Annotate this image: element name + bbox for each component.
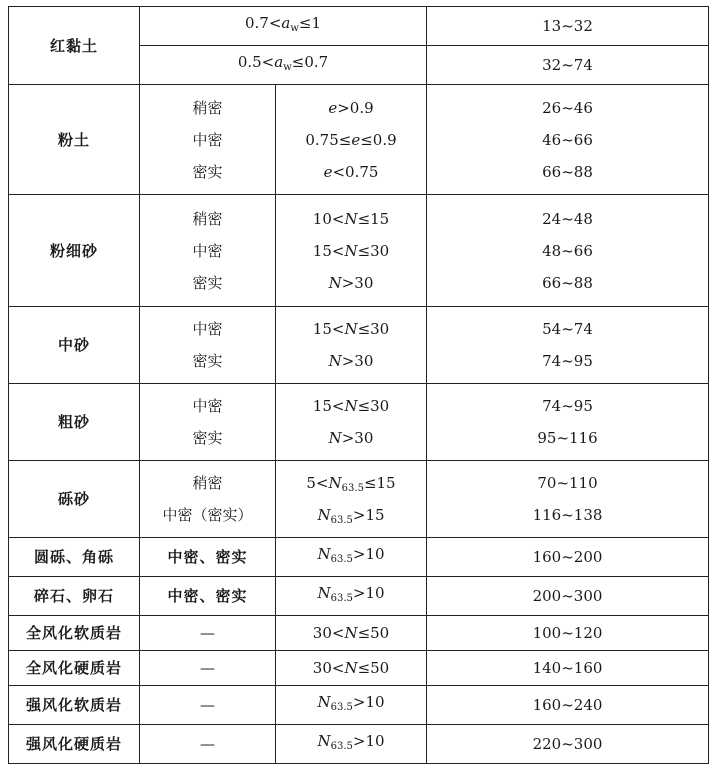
indicator-cell: $0.5<a_w\le 0.7$ <box>140 46 427 85</box>
soil-name-cell: 强风化硬质岩 <box>9 725 140 764</box>
table-row <box>9 651 709 686</box>
table-row <box>9 616 709 651</box>
soil-name-cell: 强风化软质岩 <box>9 686 140 725</box>
indicator-cell: $N_{63.5}>10$ <box>276 538 427 577</box>
density-cell: 中密 密实 <box>140 307 276 384</box>
table-row <box>9 686 709 725</box>
value-cell: 100~120 <box>427 616 709 651</box>
indicator-cell: 15<N≤30 N>30 <box>276 384 427 461</box>
soil-name-cell: 粉土 <box>9 85 140 195</box>
indicator-cell: 30<N≤50 <box>276 651 427 686</box>
table-row <box>9 307 709 384</box>
value-cell: 32~74 <box>427 46 709 85</box>
indicator-cell: 30<N≤50 <box>276 616 427 651</box>
density-cell: — <box>140 651 276 686</box>
density-cell: — <box>140 616 276 651</box>
value-cell: 220~300 <box>427 725 709 764</box>
value-cell: 200~300 <box>427 577 709 616</box>
density-cell: 稍密 中密（密实） <box>140 461 276 538</box>
soil-name-cell: 粉细砂 <box>9 195 140 307</box>
value-cell: 70~110 116~138 <box>427 461 709 538</box>
soil-name-cell: 圆砾、角砾 <box>9 538 140 577</box>
density-cell: 稍密 中密 密实 <box>140 85 276 195</box>
indicator-cell: 10<N≤15 15<N≤30 N>30 <box>276 195 427 307</box>
table-row <box>9 85 709 195</box>
soil-name-cell: 砾砂 <box>9 461 140 538</box>
value-cell: 160~240 <box>427 686 709 725</box>
density-cell: — <box>140 686 276 725</box>
soil-name-cell: 粗砂 <box>9 384 140 461</box>
indicator-cell: $N_{63.5}>10$ <box>276 577 427 616</box>
indicator-cell: $0.7<a_w\le 1$ <box>140 7 427 46</box>
table-row <box>9 461 709 538</box>
value-cell: 160~200 <box>427 538 709 577</box>
value-cell: 26~46 46~66 66~88 <box>427 85 709 195</box>
value-cell: 74~95 95~116 <box>427 384 709 461</box>
soil-name-cell: 全风化硬质岩 <box>9 651 140 686</box>
table-row <box>9 384 709 461</box>
table-row <box>9 577 709 616</box>
table-row <box>9 7 709 46</box>
indicator-cell: 15<N≤30 N>30 <box>276 307 427 384</box>
density-cell: 中密、密实 <box>140 538 276 577</box>
table-row <box>9 725 709 764</box>
soil-name-cell: 红黏土 <box>9 7 140 85</box>
value-cell: 13~32 <box>427 7 709 46</box>
indicator-cell: $N_{63.5}>10$ <box>276 725 427 764</box>
density-cell: 稍密 中密 密实 <box>140 195 276 307</box>
table-row <box>9 538 709 577</box>
soil-name-cell: 中砂 <box>9 307 140 384</box>
density-cell: — <box>140 725 276 764</box>
indicator-cell: e>0.9 0.75≤e≤0.9 e<0.75 <box>276 85 427 195</box>
soil-name-cell: 全风化软质岩 <box>9 616 140 651</box>
indicator-cell: $5<N_{63.5}\le 15$ $N_{63.5}>15$ <box>276 461 427 538</box>
value-cell: 54~74 74~95 <box>427 307 709 384</box>
indicator-cell: $N_{63.5}>10$ <box>276 686 427 725</box>
value-cell: 24~48 48~66 66~88 <box>427 195 709 307</box>
density-cell: 中密 密实 <box>140 384 276 461</box>
density-cell: 中密、密实 <box>140 577 276 616</box>
value-cell: 140~160 <box>427 651 709 686</box>
table-row <box>9 195 709 307</box>
soil-parameter-table <box>8 6 709 764</box>
soil-name-cell: 碎石、卵石 <box>9 577 140 616</box>
